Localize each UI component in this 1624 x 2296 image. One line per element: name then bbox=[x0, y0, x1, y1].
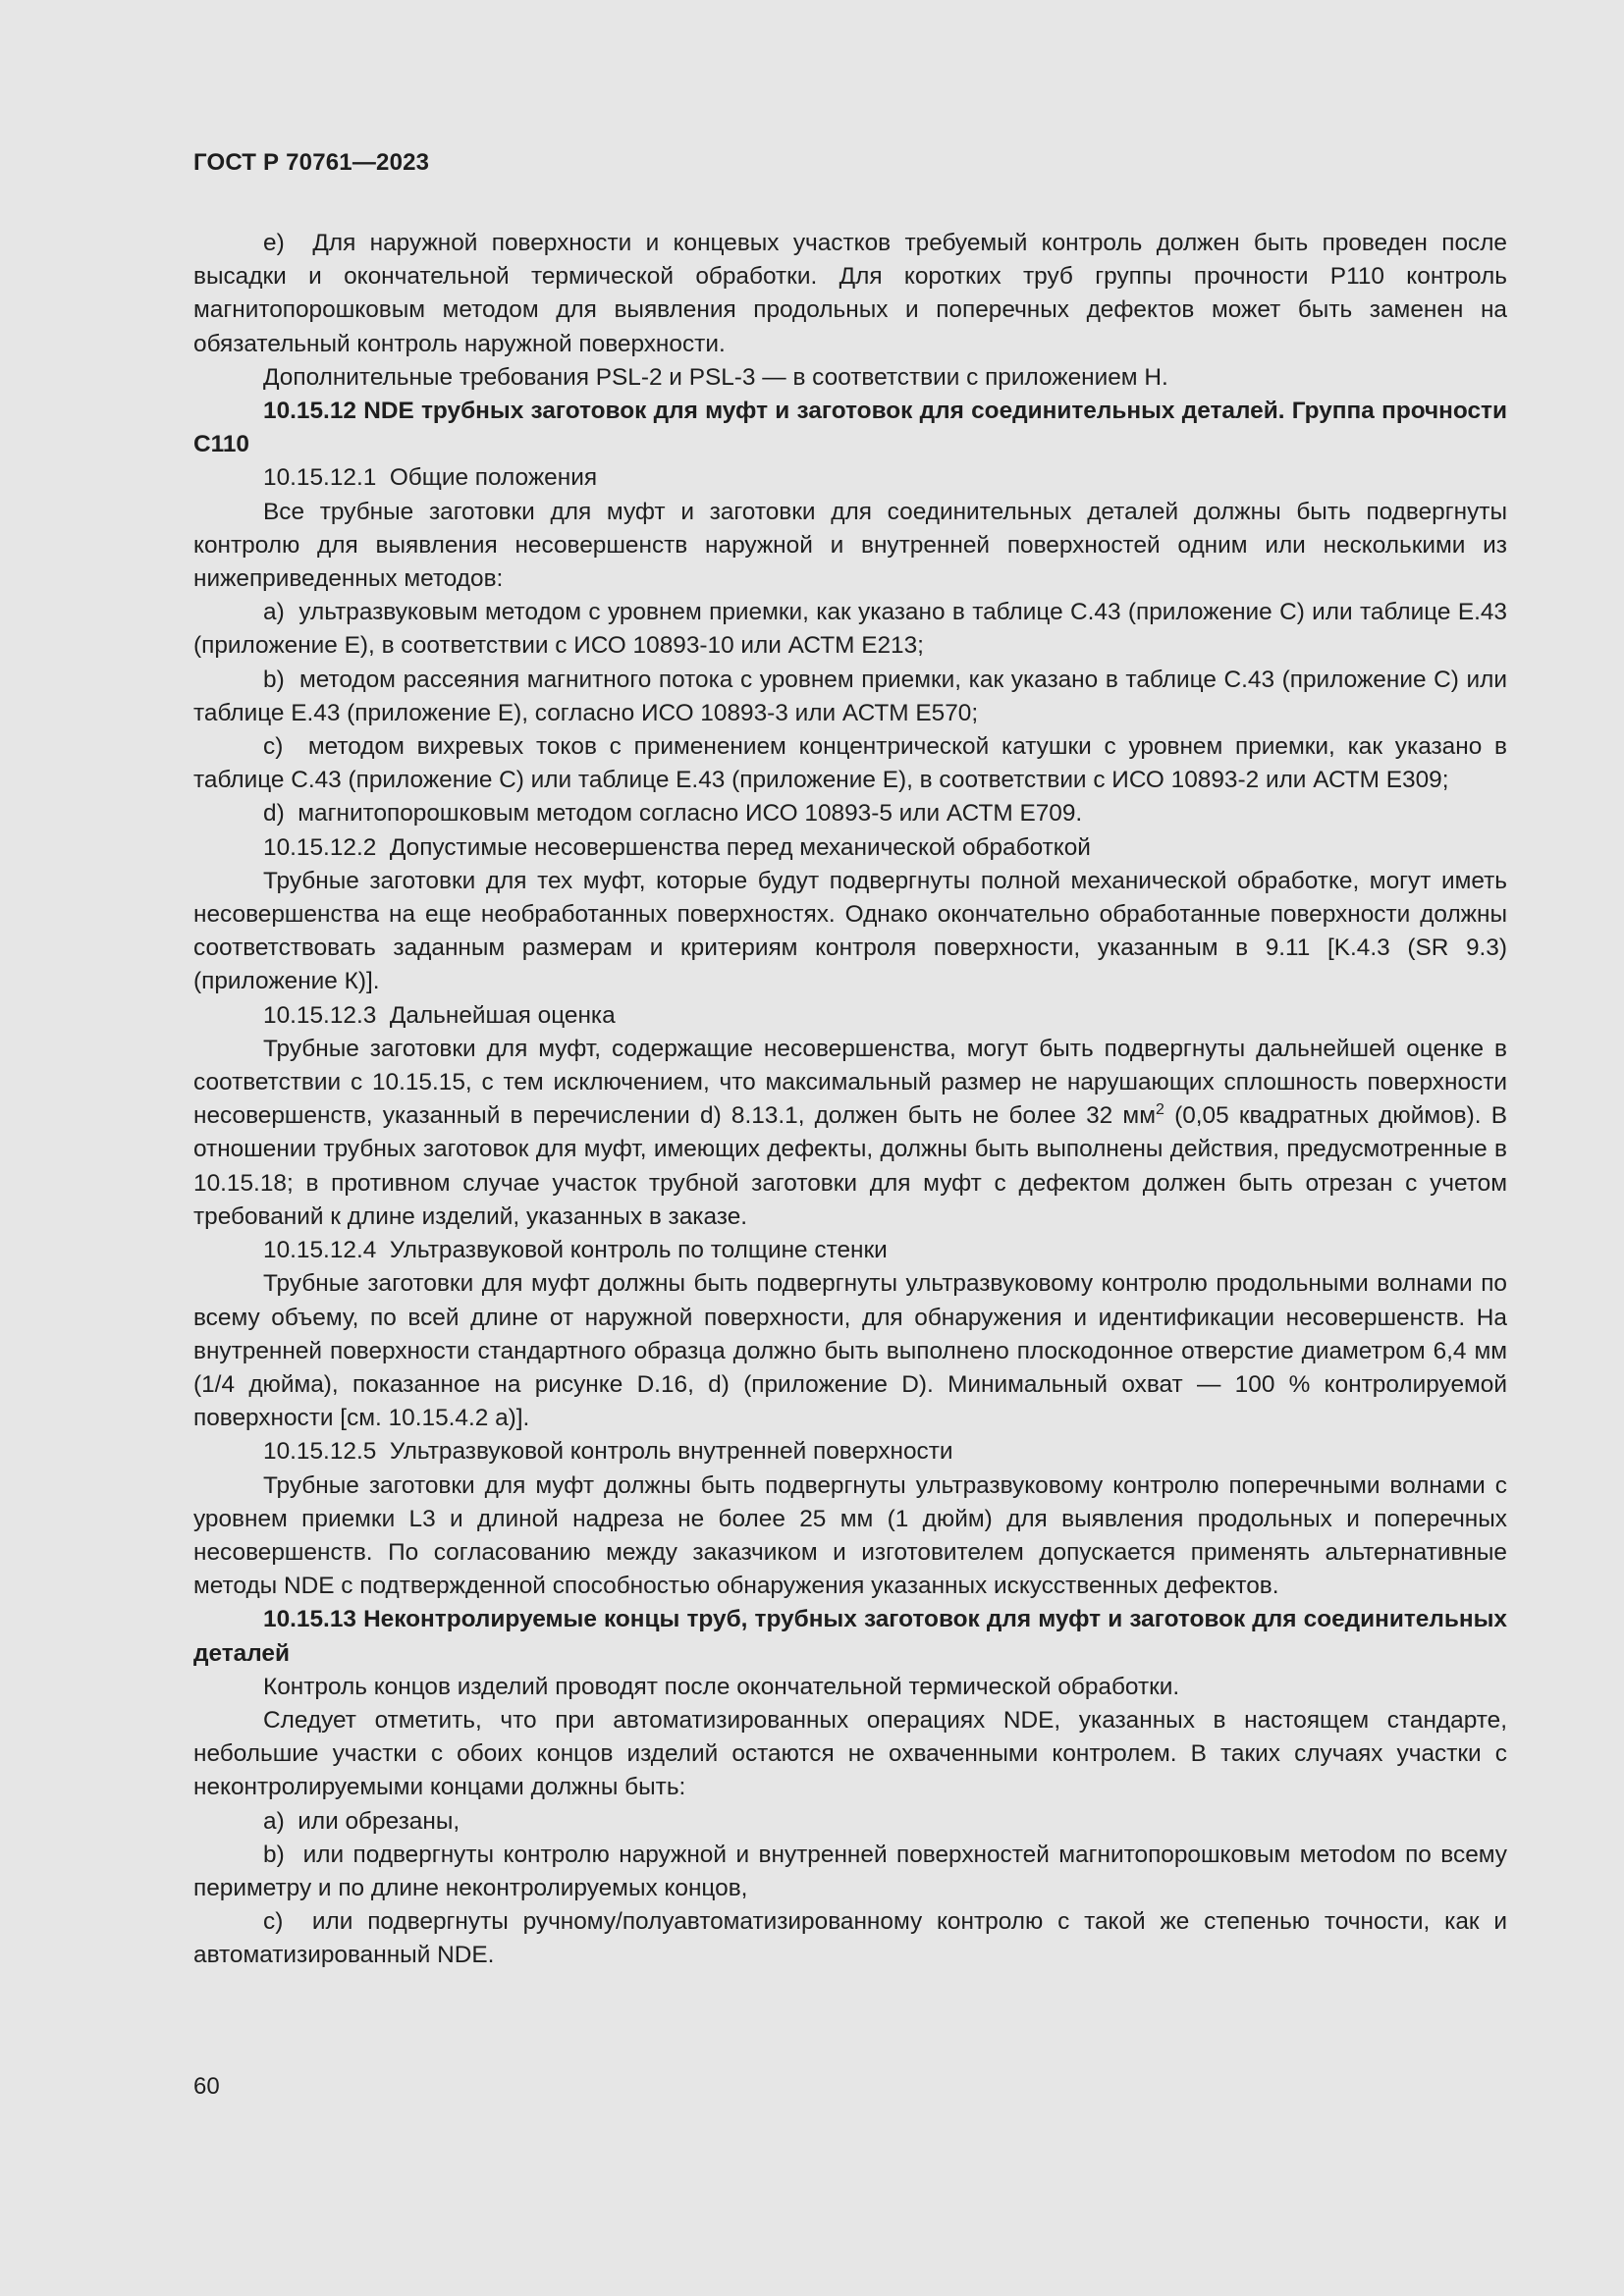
section-heading-10-15-13 bbox=[193, 1603, 1507, 1670]
paragraph-general-provisions: Все трубные заготовки для муфт и заготовки для соединительных деталей должны быть подвергнуты контролю для выявления несовершенств наружной и внутренней поверхностей одним или несколькими из нижеприведенных методов: bbox=[193, 498, 1507, 593]
list-item-c-manual-inspection: c) или подвергнуты ручному/полуавтоматизированному контролю с такой же степенью точности, как и автоматизированный NDE. bbox=[193, 1908, 1507, 1969]
standard-code-header: ГОСТ Р 70761—2023 bbox=[193, 149, 430, 176]
subsection-heading-10-15-12-4: 10.15.12.4 Ультразвуковой контроль по толщине стенки bbox=[263, 1237, 888, 1264]
paragraph-further-evaluation bbox=[193, 1033, 1507, 1234]
subsection-heading-10-15-12-1: 10.15.12.1 Общие положения bbox=[263, 464, 598, 492]
list-item-d-magnetic-particle: d) магнитопорошковым методом согласно ИСО 10893-5 или АСТМ Е709. bbox=[263, 800, 1083, 828]
section-heading-10-15-13-text: 10.15.13 Неконтролируемые концы труб, трубных заготовок для муфт и заготовок для соединительных деталей bbox=[193, 1606, 1507, 1667]
list-item-b-mt-inspection: b) или подвергнуты контролю наружной и внутренней поверхностей магнитопорошковым метоdом по всему периметру и по длине неконтролируемых концов, bbox=[193, 1841, 1507, 1901]
page-number: 60 bbox=[193, 2073, 220, 2100]
subsection-heading-10-15-12-5: 10.15.12.5 Ультразвуковой контроль внутренней поверхности bbox=[263, 1438, 953, 1466]
paragraph-psl-requirements: Дополнительные требования PSL-2 и PSL-3 — в соответствии с приложением Н. bbox=[263, 363, 1168, 391]
paragraph-item-e: e) Для наружной поверхности и концевых участков требуемый контроль должен быть проведен после высадки и окончательной термической обработки. Для коротких труб группы прочности Р110 контроль магнитопорошковым методом для выявления продольных и поперечных дефектов может быть заменен на обязательный контроль наружной поверхности. bbox=[193, 230, 1507, 357]
section-heading-10-15-12 bbox=[193, 395, 1507, 461]
list-item-c-eddy-current: c) методом вихревых токов с применением концентрической катушки с уровнем приемки, как указано в таблице С.43 (приложение С) или таблице Е.43 (приложение Е), в соответствии с ИСО 10893-2 или АСТМ Е309; bbox=[193, 733, 1507, 794]
paragraph-further-evaluation-part1: Трубные заготовки для муфт, содержащие несовершенства, могут быть подвергнуты дальнейшей оценке в соответствии с 10.15.15, с тем исключением, что максимальный размер не нарушающих сплошность поверхности несовершенств, указанный в перечислении d) 8.13.1, должен быть не более 32 мм bbox=[193, 1035, 1507, 1130]
paragraph-allowable-imperfections: Трубные заготовки для тех муфт, которые будут подвергнуты полной механической обработке, могут иметь несовершенства на еще необработанных поверхностях. Однако окончательно обработанные поверхности должны соответствовать заданным размерам и критериям контроля поверхности, указанным в 9.11 [K.4.3 (SR 9.3) (приложение К)]. bbox=[193, 867, 1507, 995]
paragraph-wall-thickness-ut: Трубные заготовки для муфт должны быть подвергнуты ультразвуковому контролю продольными волнами по всему объему, по всей длине от наружной поверхности, для обнаружения и идентификации несовершенств. На внутренней поверхности стандартного образца должно быть выполнено плоскодонное отверстие диаметром 6,4 мм (1/4 дюйма), показанное на рисунке D.16, d) (приложение D). Минимальный охват — 100 % контролируемой поверхности [см. 10.15.4.2 a)]. bbox=[193, 1270, 1507, 1432]
subsection-heading-10-15-12-2: 10.15.12.2 Допустимые несовершенства перед механической обработкой bbox=[263, 833, 1091, 861]
subsection-heading-10-15-12-3: 10.15.12.3 Дальнейшая оценка bbox=[263, 1001, 616, 1029]
paragraph-untested-ends: Следует отметить, что при автоматизированных операциях NDE, указанных в настоящем стандарте, небольшие участки с обоих концов изделий остаются не охваченными контролем. В таких случаях участки с неконтролируемыми концами должны быть: bbox=[193, 1706, 1507, 1801]
section-heading-10-15-12-text: 10.15.12 NDE трубных заготовок для муфт и заготовок для соединительных деталей. Группа прочности С110 bbox=[193, 398, 1507, 458]
list-item-a-cut-off: a) или обрезаны, bbox=[263, 1807, 460, 1835]
list-item-b-flux-leakage: b) методом рассеяния магнитного потока с уровнем приемки, как указано в таблице С.43 (приложение С) или таблице Е.43 (приложение Е), согласно ИСО 10893-3 или АСТМ Е570; bbox=[193, 666, 1507, 726]
superscript-square: 2 bbox=[1155, 1101, 1164, 1119]
paragraph-end-inspection: Контроль концов изделий проводят после окончательной термической обработки. bbox=[263, 1673, 1180, 1700]
list-item-a-ultrasonic: a) ультразвуковым методом с уровнем приемки, как указано в таблице С.43 (приложение С) или таблице Е.43 (приложение Е), в соответствии с ИСО 10893-10 или АСТМ Е213; bbox=[193, 599, 1507, 660]
body-text bbox=[193, 227, 1507, 1973]
paragraph-further-evaluation-part2: (0,05 квадратных дюймов). В отношении трубных заготовок для муфт, имеющих дефекты, должны быть выполнены действия, предусмотренные в 10.15.18; в противном случае участок трубной заготовки для муфт с дефектом должен быть отрезан с учетом требований к длине изделий, указанных в заказе. bbox=[193, 1102, 1507, 1230]
paragraph-inner-surface-ut: Трубные заготовки для муфт должны быть подвергнуты ультразвуковому контролю поперечными волнами с уровнем приемки L3 и длиной надреза не более 25 мм (1 дюйм) для выявления продольных и поперечных несовершенств. По согласованию между заказчиком и изготовителем допускается применять альтернативные методы NDE с подтвержденной способностью обнаружения указанных искусственных дефектов. bbox=[193, 1471, 1507, 1600]
